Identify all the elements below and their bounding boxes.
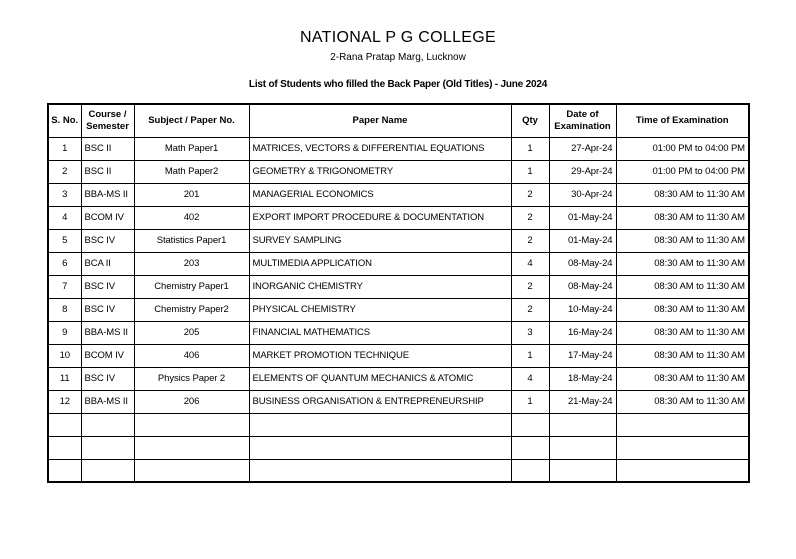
cell-qty bbox=[511, 459, 549, 482]
cell-course: BBA-MS II bbox=[81, 390, 134, 413]
column-header-sno: S. No. bbox=[48, 104, 81, 137]
cell-time bbox=[616, 436, 749, 459]
cell-date: 17-May-24 bbox=[549, 344, 616, 367]
cell-qty: 2 bbox=[511, 275, 549, 298]
cell-course bbox=[81, 459, 134, 482]
cell-subject: 203 bbox=[134, 252, 249, 275]
cell-time bbox=[616, 459, 749, 482]
cell-subject: 205 bbox=[134, 321, 249, 344]
cell-date: 08-May-24 bbox=[549, 252, 616, 275]
table-row bbox=[48, 160, 749, 183]
cell-course: BSC IV bbox=[81, 275, 134, 298]
cell-course: BBA-MS II bbox=[81, 183, 134, 206]
cell-time: 08:30 AM to 11:30 AM bbox=[616, 344, 749, 367]
cell-date: 08-May-24 bbox=[549, 275, 616, 298]
cell-qty: 1 bbox=[511, 390, 549, 413]
cell-subject: Chemistry Paper2 bbox=[134, 298, 249, 321]
cell-subject: 402 bbox=[134, 206, 249, 229]
table-row bbox=[48, 344, 749, 367]
cell-date: 18-May-24 bbox=[549, 367, 616, 390]
column-header-qty: Qty bbox=[511, 104, 549, 137]
cell-subject: Chemistry Paper1 bbox=[134, 275, 249, 298]
table-row bbox=[48, 298, 749, 321]
cell-date: 27-Apr-24 bbox=[549, 137, 616, 160]
cell-course bbox=[81, 436, 134, 459]
cell-sno: 5 bbox=[48, 229, 81, 252]
cell-qty: 1 bbox=[511, 344, 549, 367]
cell-paper: MULTIMEDIA APPLICATION bbox=[249, 252, 511, 275]
cell-sno bbox=[48, 459, 81, 482]
cell-course: BSC II bbox=[81, 137, 134, 160]
column-header-course-semester: Course / Semester bbox=[81, 104, 134, 137]
cell-time: 08:30 AM to 11:30 AM bbox=[616, 229, 749, 252]
cell-sno bbox=[48, 436, 81, 459]
cell-qty bbox=[511, 413, 549, 436]
cell-course: BSC IV bbox=[81, 367, 134, 390]
cell-sno: 2 bbox=[48, 160, 81, 183]
table-row bbox=[48, 275, 749, 298]
cell-paper: PHYSICAL CHEMISTRY bbox=[249, 298, 511, 321]
table-row bbox=[48, 321, 749, 344]
empty-table-row bbox=[48, 413, 749, 436]
cell-course: BSC IV bbox=[81, 229, 134, 252]
cell-time: 08:30 AM to 11:30 AM bbox=[616, 367, 749, 390]
cell-date bbox=[549, 413, 616, 436]
cell-time: 08:30 AM to 11:30 AM bbox=[616, 321, 749, 344]
cell-paper bbox=[249, 459, 511, 482]
cell-date: 16-May-24 bbox=[549, 321, 616, 344]
cell-date: 01-May-24 bbox=[549, 229, 616, 252]
cell-course: BCOM IV bbox=[81, 344, 134, 367]
cell-qty: 1 bbox=[511, 160, 549, 183]
cell-paper: EXPORT IMPORT PROCEDURE & DOCUMENTATION bbox=[249, 206, 511, 229]
table-row bbox=[48, 137, 749, 160]
cell-sno: 9 bbox=[48, 321, 81, 344]
cell-sno: 1 bbox=[48, 137, 81, 160]
cell-course: BBA-MS II bbox=[81, 321, 134, 344]
cell-date: 21-May-24 bbox=[549, 390, 616, 413]
cell-sno: 8 bbox=[48, 298, 81, 321]
cell-paper: MATRICES, VECTORS & DIFFERENTIAL EQUATIONS bbox=[249, 137, 511, 160]
cell-course: BSC IV bbox=[81, 298, 134, 321]
college-address: 2-Rana Pratap Marg, Lucknow bbox=[330, 52, 466, 63]
cell-paper: SURVEY SAMPLING bbox=[249, 229, 511, 252]
cell-course: BSC II bbox=[81, 160, 134, 183]
cell-date: 01-May-24 bbox=[549, 206, 616, 229]
table-row bbox=[48, 183, 749, 206]
cell-subject: Physics Paper 2 bbox=[134, 367, 249, 390]
table-header-row bbox=[48, 104, 749, 137]
cell-paper: FINANCIAL MATHEMATICS bbox=[249, 321, 511, 344]
cell-subject: Math Paper2 bbox=[134, 160, 249, 183]
page-title: NATIONAL P G COLLEGE bbox=[300, 29, 496, 46]
cell-paper bbox=[249, 413, 511, 436]
cell-subject bbox=[134, 459, 249, 482]
cell-time: 08:30 AM to 11:30 AM bbox=[616, 183, 749, 206]
backpaper-list-table bbox=[47, 103, 750, 483]
empty-table-row bbox=[48, 436, 749, 459]
cell-qty: 2 bbox=[511, 183, 549, 206]
cell-time: 08:30 AM to 11:30 AM bbox=[616, 252, 749, 275]
cell-course bbox=[81, 413, 134, 436]
cell-course: BCA II bbox=[81, 252, 134, 275]
cell-subject bbox=[134, 436, 249, 459]
cell-time: 08:30 AM to 11:30 AM bbox=[616, 206, 749, 229]
cell-paper: INORGANIC CHEMISTRY bbox=[249, 275, 511, 298]
cell-date: 30-Apr-24 bbox=[549, 183, 616, 206]
cell-course: BCOM IV bbox=[81, 206, 134, 229]
cell-qty: 2 bbox=[511, 298, 549, 321]
cell-paper: GEOMETRY & TRIGONOMETRY bbox=[249, 160, 511, 183]
cell-paper: ELEMENTS OF QUANTUM MECHANICS & ATOMIC bbox=[249, 367, 511, 390]
cell-sno: 3 bbox=[48, 183, 81, 206]
cell-date: 10-May-24 bbox=[549, 298, 616, 321]
column-header-paper-name: Paper Name bbox=[249, 104, 511, 137]
cell-subject: 406 bbox=[134, 344, 249, 367]
cell-qty: 2 bbox=[511, 229, 549, 252]
cell-subject: Statistics Paper1 bbox=[134, 229, 249, 252]
cell-time: 08:30 AM to 11:30 AM bbox=[616, 275, 749, 298]
cell-qty: 4 bbox=[511, 252, 549, 275]
cell-subject: 206 bbox=[134, 390, 249, 413]
table-row bbox=[48, 367, 749, 390]
cell-time bbox=[616, 413, 749, 436]
cell-sno: 10 bbox=[48, 344, 81, 367]
column-header-time-of-examination: Time of Examination bbox=[616, 104, 749, 137]
column-header-date-of-examination: Date of Examination bbox=[549, 104, 616, 137]
cell-paper: BUSINESS ORGANISATION & ENTREPRENEURSHIP bbox=[249, 390, 511, 413]
document-subtitle: List of Students who filled the Back Paper (Old Titles) - June 2024 bbox=[248, 79, 548, 90]
cell-sno: 12 bbox=[48, 390, 81, 413]
cell-qty: 4 bbox=[511, 367, 549, 390]
table-row bbox=[48, 252, 749, 275]
cell-sno: 7 bbox=[48, 275, 81, 298]
cell-sno: 11 bbox=[48, 367, 81, 390]
cell-sno: 6 bbox=[48, 252, 81, 275]
cell-sno: 4 bbox=[48, 206, 81, 229]
column-header-subject-paper-no: Subject / Paper No. bbox=[134, 104, 249, 137]
cell-subject bbox=[134, 413, 249, 436]
cell-date bbox=[549, 436, 616, 459]
cell-paper: MANAGERIAL ECONOMICS bbox=[249, 183, 511, 206]
table-row bbox=[48, 229, 749, 252]
cell-time: 01:00 PM to 04:00 PM bbox=[616, 137, 749, 160]
cell-time: 08:30 AM to 11:30 AM bbox=[616, 390, 749, 413]
cell-date bbox=[549, 459, 616, 482]
table-row bbox=[48, 206, 749, 229]
cell-paper: MARKET PROMOTION TECHNIQUE bbox=[249, 344, 511, 367]
cell-time: 08:30 AM to 11:30 AM bbox=[616, 298, 749, 321]
empty-table-row bbox=[48, 459, 749, 482]
cell-subject: Math Paper1 bbox=[134, 137, 249, 160]
cell-date: 29-Apr-24 bbox=[549, 160, 616, 183]
cell-qty bbox=[511, 436, 549, 459]
table-row bbox=[48, 390, 749, 413]
cell-time: 01:00 PM to 04:00 PM bbox=[616, 160, 749, 183]
cell-subject: 201 bbox=[134, 183, 249, 206]
cell-qty: 2 bbox=[511, 206, 549, 229]
cell-qty: 3 bbox=[511, 321, 549, 344]
cell-sno bbox=[48, 413, 81, 436]
cell-paper bbox=[249, 436, 511, 459]
cell-qty: 1 bbox=[511, 137, 549, 160]
